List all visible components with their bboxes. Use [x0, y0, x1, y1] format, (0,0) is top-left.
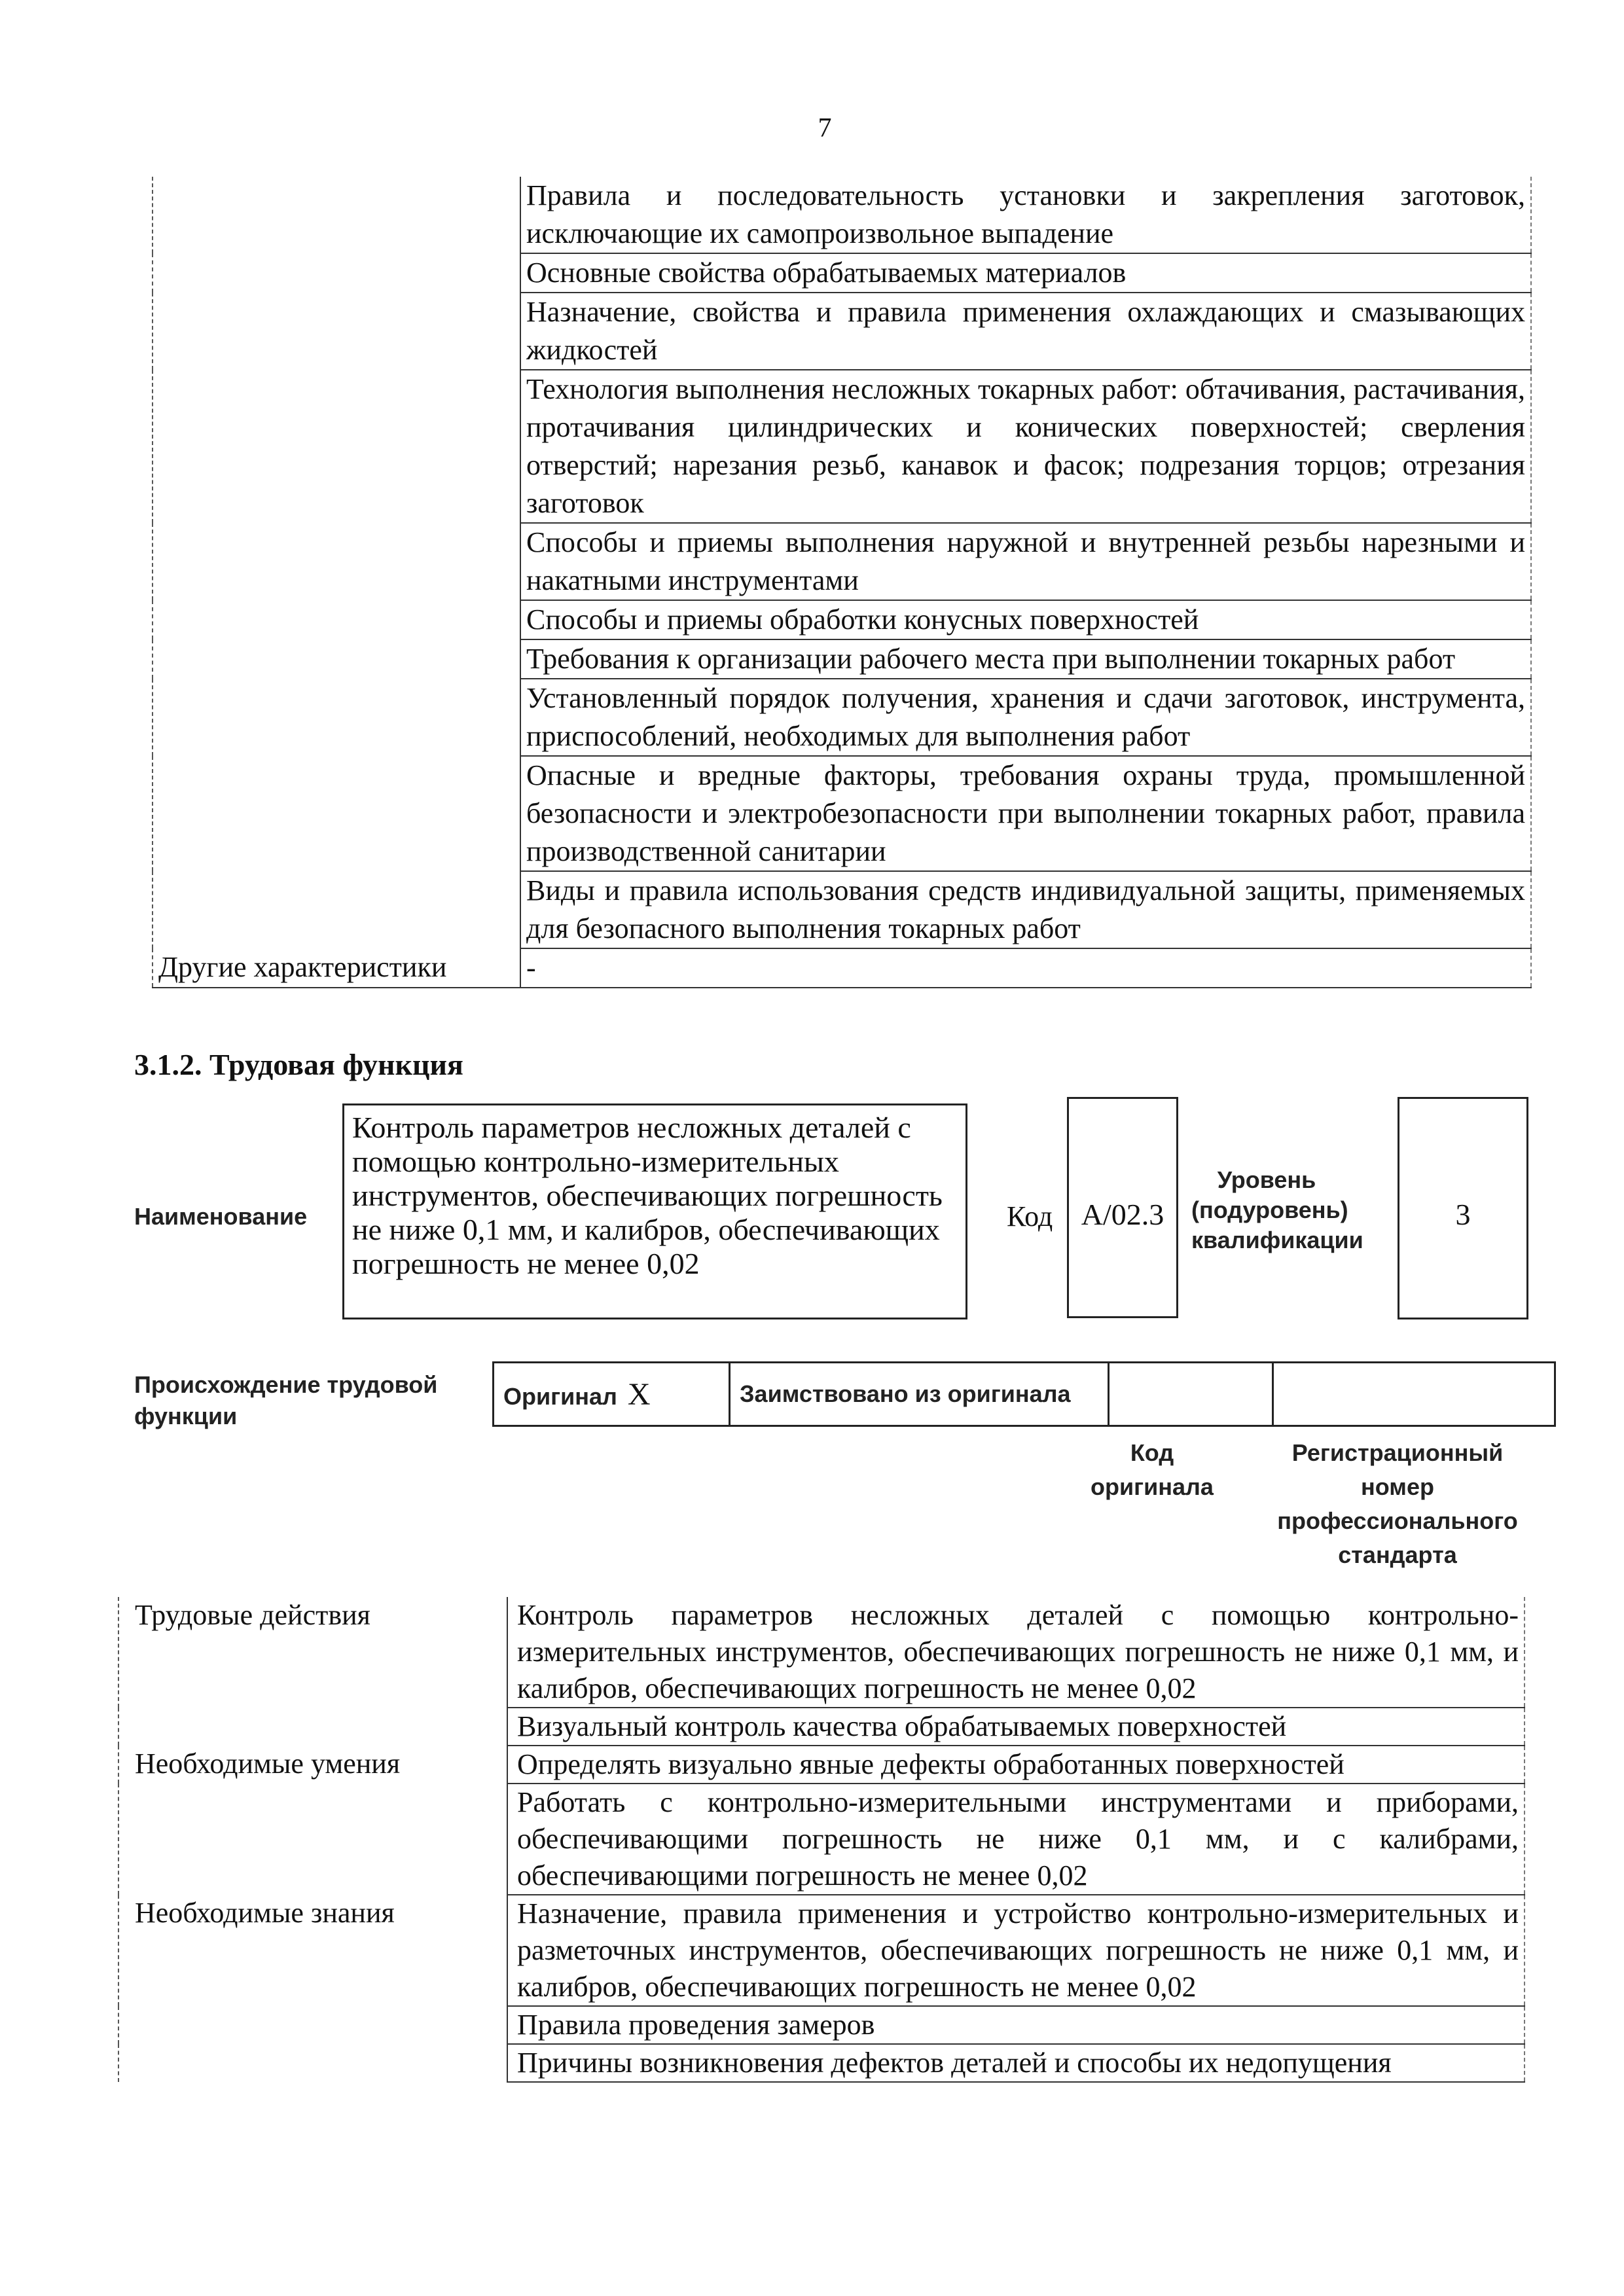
caption-line: профессионального	[1277, 1507, 1518, 1534]
code-label: Код	[1007, 1200, 1053, 1232]
knowledge-table-continued	[152, 177, 1532, 988]
qualification-level-label	[1191, 1165, 1363, 1255]
code-value-box: А/02.3	[1067, 1097, 1178, 1318]
origin-table	[492, 1361, 1556, 1427]
knowledge-item: Основные свойства обрабатываемых материалов	[520, 253, 1531, 293]
name-label: Наименование	[134, 1203, 308, 1230]
original-cell	[494, 1363, 730, 1426]
caption-line: оригинала	[1091, 1473, 1214, 1500]
caption-line: Регистрационный	[1291, 1439, 1504, 1466]
level-label-line: квалификации	[1191, 1227, 1363, 1253]
registration-number-cell	[1273, 1363, 1555, 1426]
registration-number-caption	[1267, 1436, 1528, 1572]
knowledge-item: Технология выполнения несложных токарных работ: обтачивания, растачивания, протачивания цилиндрических и конических поверхностей; сверления отверстий; нарезания резьб, канавок и фасок; подрезания торцов; отрезания заготовок	[520, 370, 1531, 523]
knowledge-entry: Назначение, правила применения и устройство контрольно-измерительных и разметочных инструментов, обеспечивающих погрешность не ниже 0,1 мм, и калибров, обеспечивающих погрешность не менее 0,02	[507, 1895, 1525, 2006]
knowledge-item: Опасные и вредные факторы, требования охраны труда, промышленной безопасности и электробезопасности при выполнении токарных работ, правила производственной санитарии	[520, 756, 1531, 871]
actions-label: Трудовые действия	[118, 1597, 507, 1746]
original-label: Оригинал	[503, 1382, 617, 1410]
original-mark: X	[627, 1376, 651, 1412]
function-details-table	[118, 1597, 1525, 2083]
knowledge-item: Способы и приемы обработки конусных поверхностей	[520, 600, 1531, 639]
knowledge-entry: Правила проведения замеров	[507, 2006, 1525, 2044]
original-code-caption	[1087, 1436, 1218, 1504]
skill-item: Определять визуально явные дефекты обработанных поверхностей	[507, 1746, 1525, 1784]
original-code-cell	[1109, 1363, 1273, 1426]
function-name-box: Контроль параметров несложных деталей с помощью контрольно-измерительных инструментов, обеспечивающих погрешность не ниже 0,1 мм, и калибров, обеспечивающих погрешность не менее 0,02	[342, 1103, 967, 1319]
caption-line: номер	[1361, 1473, 1434, 1500]
knowledge-item: Правила и последовательность установки и закрепления заготовок, исключающие их самопроизвольное выпадение	[520, 177, 1531, 253]
action-item: Контроль параметров несложных деталей с помощью контрольно-измерительных инструментов, обеспечивающих погрешность не ниже 0,1 мм, и калибров, обеспечивающих погрешность не менее 0,02	[507, 1597, 1525, 1708]
knowledge-item: Требования к организации рабочего места при выполнении токарных работ	[520, 639, 1531, 679]
knowledge-entry: Причины возникновения дефектов деталей и способы их недопущения	[507, 2044, 1525, 2082]
knowledge-item: Назначение, свойства и правила применения охлаждающих и смазывающих жидкостей	[520, 293, 1531, 370]
origin-label-line: Происхождение трудовой	[134, 1371, 438, 1398]
knowledge-item: Способы и приемы выполнения наружной и внутренней резьбы нарезными и накатными инструментами	[520, 523, 1531, 600]
borrowed-label: Заимствовано из оригинала	[740, 1380, 1071, 1407]
level-label-line: Уровень	[1217, 1166, 1316, 1193]
other-characteristics-value: -	[520, 948, 1531, 988]
action-item: Визуальный контроль качества обрабатываемых поверхностей	[507, 1708, 1525, 1746]
other-characteristics-label: Другие характеристики	[153, 948, 520, 988]
origin-label-line: функции	[134, 1403, 238, 1429]
borrowed-cell	[730, 1363, 1109, 1426]
knowledge-item: Виды и правила использования средств индивидуальной защиты, применяемых для безопасного выполнения токарных работ	[520, 871, 1531, 948]
qualification-level-box: 3	[1398, 1097, 1528, 1319]
skill-item: Работать с контрольно-измерительными инструментами и приборами, обеспечивающими погрешность не ниже 0,1 мм, и с калибрами, обеспечивающими погрешность не менее 0,02	[507, 1784, 1525, 1895]
empty-label-cell	[153, 177, 520, 948]
section-title: 3.1.2. Трудовая функция	[134, 1048, 463, 1081]
caption-line: стандарта	[1338, 1541, 1457, 1568]
knowledge-item: Установленный порядок получения, хранения и сдачи заготовок, инструмента, приспособлений, необходимых для выполнения работ	[520, 679, 1531, 756]
origin-label	[134, 1369, 437, 1432]
caption-line: Код	[1130, 1439, 1174, 1466]
page-number: 7	[818, 113, 832, 143]
level-label-line: (подуровень)	[1191, 1196, 1348, 1223]
skills-label: Необходимые умения	[118, 1746, 507, 1895]
knowledge-label: Необходимые знания	[118, 1895, 507, 2082]
